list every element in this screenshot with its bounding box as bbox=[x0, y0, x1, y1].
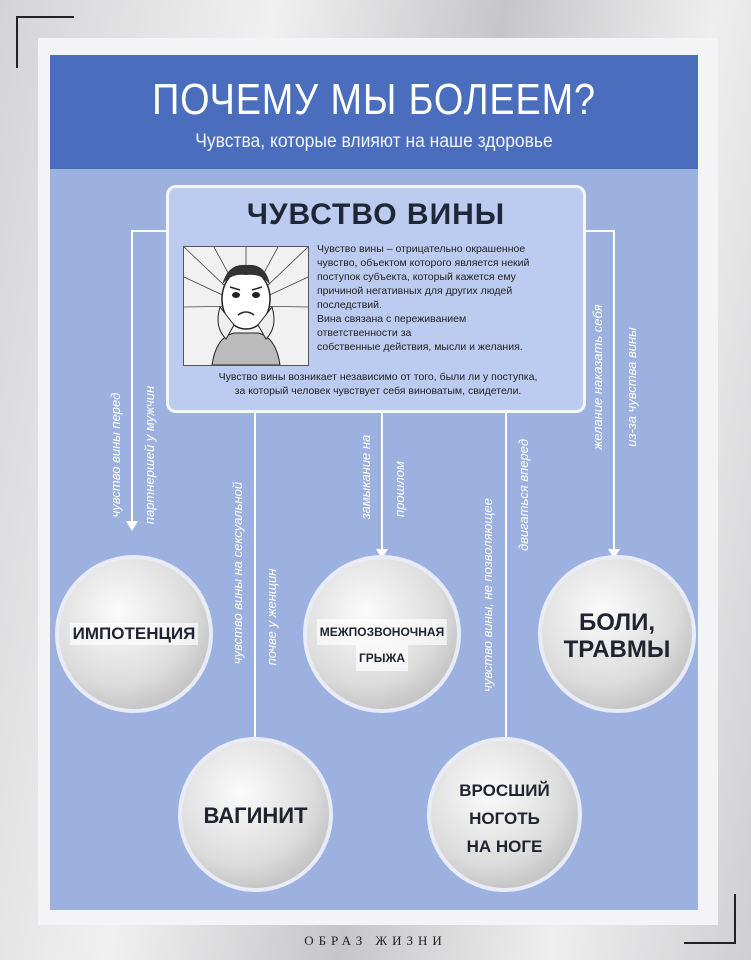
worried-man-illustration bbox=[183, 246, 309, 366]
footnote-line: Чувство вины возникает независимо от того, были ли у поступка, bbox=[218, 371, 538, 383]
footer-brand: ОБРАЗ ЖИЗНИ bbox=[304, 933, 447, 948]
branch-label-vaginitis: почве у женщин bbox=[264, 568, 279, 666]
definition-line: чувство, объектом которого является некий bbox=[317, 257, 530, 269]
branch-label-impotence: партнершей у мужчин bbox=[142, 385, 157, 525]
branch-label-nail: чувство вины, не позволяющее bbox=[480, 498, 495, 692]
guilt-definition-text bbox=[317, 242, 567, 354]
definition-line: ответственности за bbox=[317, 327, 412, 339]
outcome-circle-impotence bbox=[55, 555, 213, 713]
outcome-label-nail: НА НОГЕ bbox=[466, 837, 543, 856]
outcome-label-impotence: ИМПОТЕНЦИЯ bbox=[70, 623, 199, 645]
outcome-label-pain: БОЛИ, bbox=[578, 609, 656, 636]
box-title: ЧУВСТВО ВИНЫ bbox=[246, 198, 506, 231]
footnote-line: за который человек чувствует себя виноватым, свидетели. bbox=[234, 385, 522, 397]
definition-line: причиной негативных для других людей bbox=[317, 285, 513, 297]
outcome-circle-pain bbox=[538, 555, 696, 713]
arrowhead-impotence bbox=[126, 521, 138, 531]
poster-subtitle: Чувства, которые влияют на наше здоровье bbox=[195, 131, 553, 152]
outcome-label-hernia: ГРЫЖА bbox=[356, 645, 408, 671]
definition-line: последствий. bbox=[317, 299, 382, 311]
definition-line: Чувство вины – отрицательно окрашенное bbox=[317, 243, 526, 255]
definition-line: Вина связана с переживанием bbox=[317, 313, 467, 325]
outcome-circle-hernia bbox=[303, 555, 461, 713]
poster-title: ПОЧЕМУ МЫ БОЛЕЕМ? bbox=[152, 75, 596, 124]
branch-label-nail: двигаться вперед bbox=[516, 438, 531, 552]
branch-label-vaginitis: чувство вины на сексуальной bbox=[230, 481, 245, 665]
branch-label-hernia: замыкание на bbox=[358, 434, 373, 520]
branch-label-pain: желание наказать себя bbox=[590, 304, 605, 450]
branch-label-pain: из-за чувства вины bbox=[624, 327, 639, 447]
guilt-definition-box bbox=[166, 185, 586, 413]
outcome-label-hernia: МЕЖПОЗВОНОЧНАЯ bbox=[317, 619, 447, 645]
frame-corner-top-left bbox=[16, 16, 74, 18]
outcome-label-pain: ТРАВМЫ bbox=[563, 636, 671, 663]
branch-label-impotence: чувство вины перед bbox=[108, 392, 123, 518]
outcome-label-vaginitis: ВАГИНИТ bbox=[203, 803, 308, 828]
frame-corner-top-left bbox=[16, 16, 18, 68]
branch-label-hernia: прошлом bbox=[392, 461, 407, 517]
outcome-label-nail: НОГОТЬ bbox=[469, 809, 540, 828]
outcome-circle-ingrown-nail bbox=[427, 737, 582, 892]
definition-line: поступок субъекта, который кажется ему bbox=[317, 271, 516, 283]
definition-line: собственные действия, мысли и желания. bbox=[317, 341, 523, 353]
infographic-poster bbox=[50, 55, 698, 910]
outcome-label-nail: ВРОСШИЙ bbox=[459, 781, 550, 800]
outcome-circle-vaginitis bbox=[178, 737, 333, 892]
